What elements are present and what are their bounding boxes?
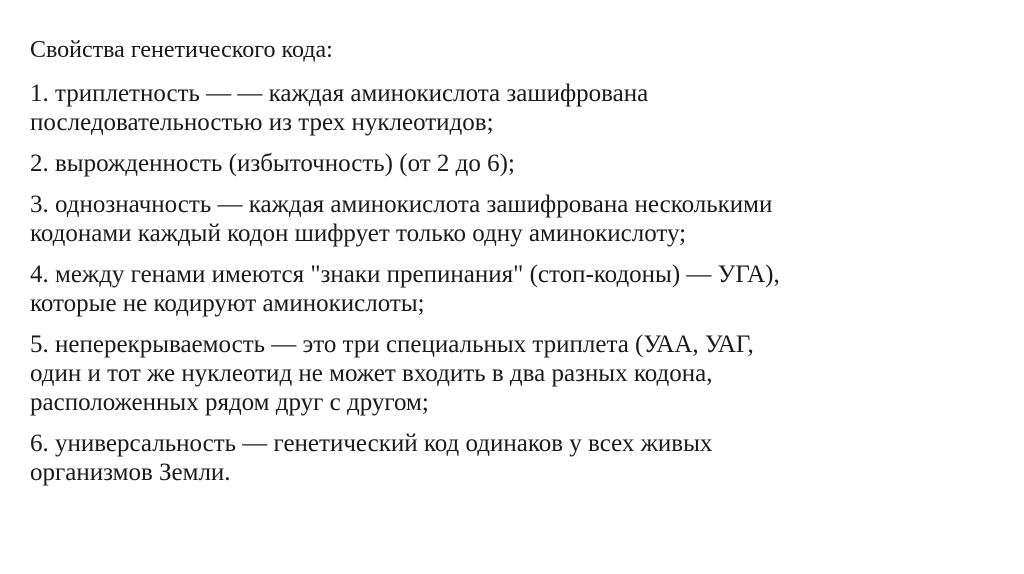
property-item-6: 6. универсальность — генетический код одинаков у всех живых организмов Земли. [30,430,713,486]
property-item-1: 1. триплетность — — каждая аминокислота зашифрована последовательностью из трех нуклеотидов; [30,80,649,136]
property-item-5: 5. неперекрываемость — это три специальных триплета (УАА, УАГ, один и тот же нуклеотид не может входить в два разных кодона, расположенных рядом друг с другом; [30,331,754,416]
slide-title: Свойства генетического кода: [30,37,333,63]
property-item-4: 4. между генами имеются "знаки препинания" (стоп-кодоны) — УГА), которые не кодируют аминокислоты; [30,261,780,317]
property-item-3: 3. однозначность — каждая аминокислота зашифрована несколькими кодонами каждый кодон шифрует только одну аминокислоту; [30,191,773,247]
property-list [30,79,964,487]
property-item-2: 2. вырожденность (избыточность) (от 2 до 6); [30,150,515,177]
